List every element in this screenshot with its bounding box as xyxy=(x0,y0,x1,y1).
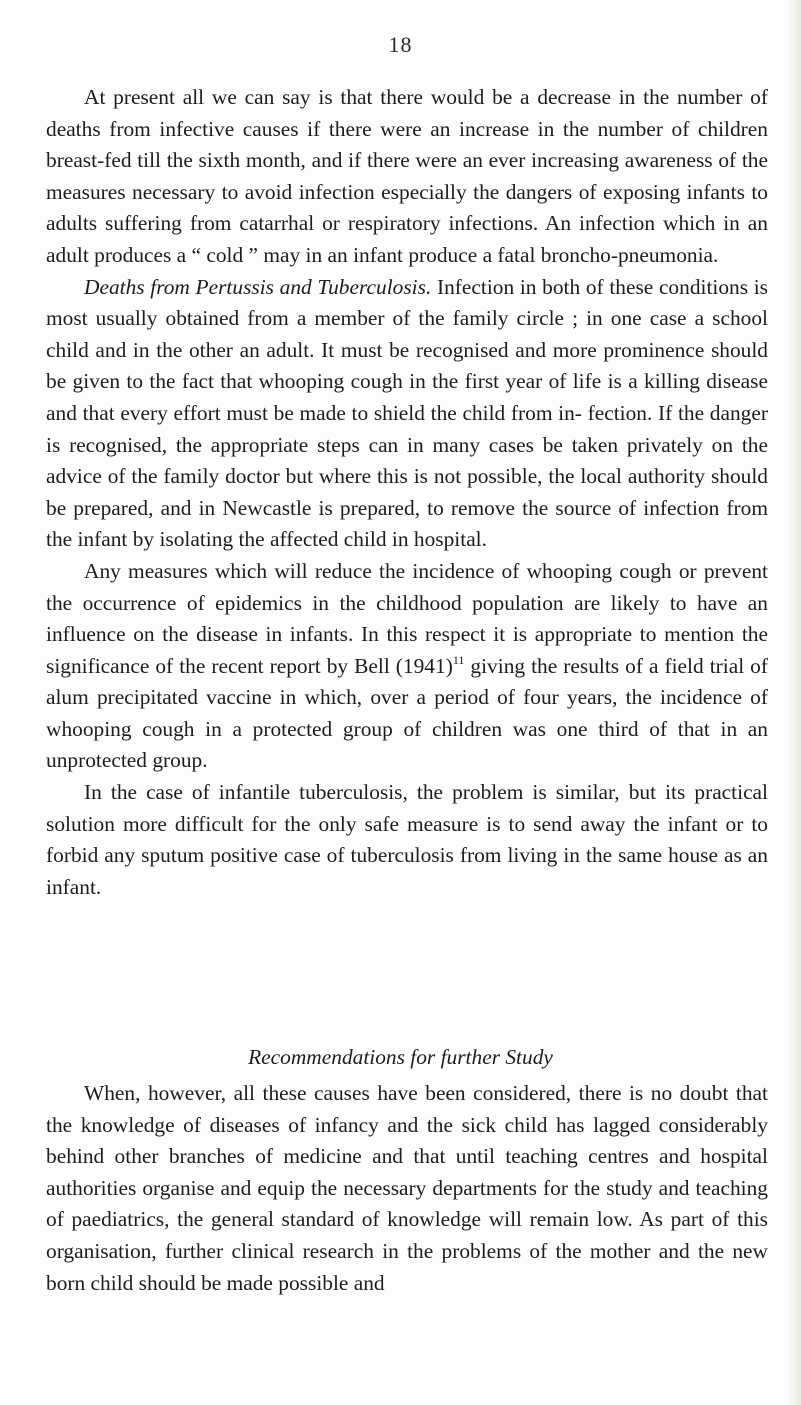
body-text-main xyxy=(46,82,768,903)
page-edge-shadow xyxy=(787,0,801,1405)
body-text-recommendations xyxy=(46,1078,768,1299)
reference-superscript: 11 xyxy=(452,652,465,667)
page-number: 18 xyxy=(388,32,413,57)
paragraph-whooping-cough-measures xyxy=(46,556,768,777)
paragraph-text-after-ref: giving the results of a field trial of alum precipitated vaccine in which, over a period of four years, the incidence of whooping cough in a protected group of children was one third of that in an unprotected group. xyxy=(46,653,768,773)
paragraph-body: Infection in both of these conditions is most usually obtained from a member of the family circle ; in one case a school child and in the other an adult. It must be recognised and more prominence should be given to the fact that whooping cough in the first year of life is a killing disease and that every effort must be made to shield the child from in- fection. If the danger is recognised, the appropriate steps can in many cases be taken privately on the advice of the family doctor but where this is not possible, the local authority should be prepared, and in Newcastle is prepared, to remove the source of infection from the infant by isolating the affected child in hospital. xyxy=(46,274,768,552)
paragraph-infective-causes: At present all we can say is that there would be a decrease in the number of deaths from infective causes if there were an increase in the number of children breast-fed till the sixth month, and if there were an ever increasing awareness of the measures necessary to avoid infection especially the dangers of exposing infants to adults suffering from catarrhal or respiratory infections. An infection which in an adult produces a “ cold ” may in an infant produce a fatal broncho-pneumonia. xyxy=(46,85,768,267)
paragraph-recommendations: When, however, all these causes have been considered, there is no doubt that the knowledge of diseases of infancy and the sick child has lagged considerably behind other branches of medicine and that until teaching centres and hospital authorities organise and equip the necessary departments for the study and teaching of paediatrics, the general standard of knowledge will remain low. As part of this organisation, further clinical research in the problems of the mother and the new born child should be made possible and xyxy=(46,1081,768,1295)
section-heading: Recommendations for further Study xyxy=(248,1045,553,1069)
paragraph-infantile-tuberculosis: In the case of infantile tuberculosis, the problem is similar, but its practical solution more difficult for the only safe measure is to send away the infant or to forbid any sputum positive case of tuberculosis from living in the same house as an infant. xyxy=(46,780,768,899)
paragraph-lead-heading: Deaths from Pertussis and Tuberculosis. xyxy=(84,274,432,299)
paragraph-pertussis-tuberculosis xyxy=(46,272,768,556)
paragraph-text-before-ref: Any measures which will reduce the incidence of whooping cough or prevent the occurrence of epidemics in the childhood population are likely to have an influence on the disease in infants. In this respect it is appropriate to mention the significance of the recent report by Bell (1941) xyxy=(46,558,768,678)
